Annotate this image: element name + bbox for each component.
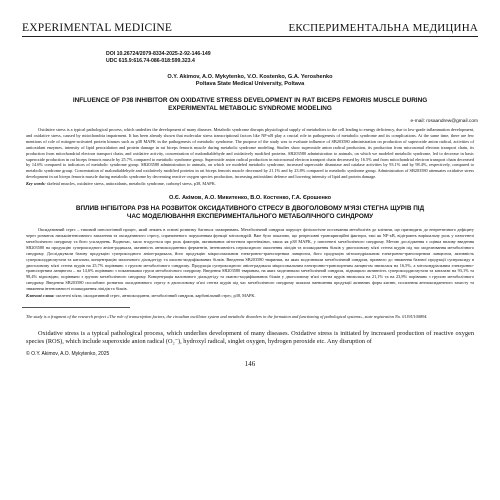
- affiliation-en: Poltava State Medical University, Poltava: [195, 81, 305, 87]
- header-left: EXPERIMENTAL MEDICINE: [22, 22, 173, 34]
- abstract-en: [26, 127, 474, 180]
- article-title-ua: ВПЛИВ ІНГІБІТОРА P38 НА РОЗВИТОК ОКСИДАТИВНОГО СТРЕСУ В ДВОГОЛОВОМУ М'ЯЗІ СТЕГНА ЩУРІВ ПІД ЧАС МОДЕЛЮВАННЯ ЕКСПЕРИМЕНТАЛЬНОГО МЕТАБОЛІЧНОГО СИНДРОМУ: [75, 205, 425, 221]
- abstract-en-text: Oxidative stress is a typical pathological process, which underlies the development of many diseases. Metabolic syndrome disrupts physiological supply of metabolites to the cell leading to energy deficiency, due to low-grade inflammation development, and oxidative stress, caused by mitochondria impairment. It has been already shown that molecular stress transcriptional factors like NF-κB play a crucial role in pathogenesis of metabolic syndrome and its complications. At the same time, there are few mentions of role of mitogen-activated protein kinases such as p38 MAPK in the pathogenesis of metabolic syndrome. The purpose of the study was to evaluate influence of SB203580 administration on production of superoxide anion radical, activities of antioxidant enzymes, intensity of lipid peroxidation and protein damage in rat biceps femoris muscle during metabolic syndrome modeling. Studies show superoxide anion radical production, its production from microsomal electron transport chain, its production from mitochondrial electron transport chain, and oxidative activity, concentration of malondialdehyde and oxidatively modified proteins. SB203580 administration to animals, on which we modeled metabolic syndrome, led to decrease in basic superoxide production in rat biceps femoris muscle by 25.7% compared to metabolic syndrome group. Superoxide anion radical production in microsomal electron transport chain decreased by 16.5% and from mitochondrial electron transport chain decreased by 14.6% compared to indicators of metabolic syndrome group. SB203580 administration to animals, on which we modeled metabolic syndrome, increased superoxide dismutase and catalase activities by 93.1% and by 98.4%, respectively, compared to metabolic syndrome group. Concentration of malondialdehyde and oxidatively modified proteins in rat biceps femoris muscle decreased by 21.1% and by 23.8% compared to metabolic syndrome group. Administration of SB203580 attenuates oxidative stress development in rat biceps femoris muscle during metabolic syndrome by decreasing reactive oxygen species production, increasing antioxidant defence and lowering intensity of lipid and protein damage.: [26, 127, 474, 180]
- header-right: ЕКСПЕРИМЕНТАЛЬНА МЕДИЦИНА: [288, 22, 478, 34]
- footnote: The study is a fragment of the research project «The role of transcription factors, the circadian oscillator system and metabolic disorders in the formation and functioning of pathological systems», state registration No. 0119U100894.: [26, 313, 428, 319]
- article-title-en: INFLUENCE OF P38 INHIBITOR ON OXIDATIVE STRESS DEVELOPMENT IN RAT BICEPS FEMORIS MUSCLE DURING EXPERIMENTAL METABOLIC SYNDROME MODELING: [72, 97, 428, 112]
- keywords-en-text: skeletal muscles, oxidative stress, antioxidants, metabolic syndrome, carbonyl stress, p38, MAPK.: [45, 181, 216, 187]
- contact-email: e-mail: rosaandrew@gmail.com: [410, 119, 478, 124]
- keywords-ua-text: скелетні м'язи, оксидативний стрес, антиоксиданти, метаболічний синдром, карбонільний стрес, p38, MAPK.: [54, 293, 256, 299]
- authors-en: O.Y. Akimov, A.O. Mykytenko, V.O. Kostenko, G.A. Yeroshenko: [167, 74, 333, 80]
- body-paragraph: Oxidative stress is a typical pathological process, which underlies development of many diseases. Oxidative stress is initiated by increased production of reactive oxygen species (ROS), which include superoxide anion radical (O₂⁻), hydroxyl radical, singlet oxygen, hydrogen peroxide etc. Any disruption of: [26, 329, 474, 346]
- keywords-en: [26, 181, 474, 187]
- doi: DOI 10.26724/2079-8334-2025-2-92-146-149: [106, 51, 211, 57]
- authors-en-block: [22, 74, 478, 88]
- keywords-ua: [26, 293, 474, 299]
- keywords-en-label: Key words:: [26, 181, 46, 187]
- page-number: 146: [244, 360, 256, 369]
- udc: UDC 615.9:616.74-086-018:599.323.4: [106, 58, 195, 64]
- authors-ua: О.Є. Акімов, А.О. Микитенко, В.О. Костенко, Г.А. Єрошенко: [169, 195, 331, 202]
- keywords-ua-label: Ключові слова:: [26, 293, 55, 299]
- copyright: © O.Y. Akimov, A.O. Mykytenko, 2025: [26, 351, 110, 358]
- article-meta: [106, 51, 478, 65]
- journal-page: [22, 22, 478, 368]
- body-text: [26, 330, 474, 347]
- abstract-ua-text: Оксидативний стрес – типовий патологічний процес, який лежить в основі розвитку багатьох захворювань. Метаболічний синдром порушує фізіологічне постачання метаболітів до клітини, що призводить до енергетичного дефіциту через розвиток низькоінтенсивного запалення та оксидативного стресу, спричиненого порушенням функції мітохондрій. Вже було показано, що репресивні транскрипційні фактори, такі як NF-κB, відіграють вирішальну роль у патогенезі метаболічного синдрому та його ускладнень. Водночас, мало згадується про роль факторів, активованих мітогеном протеїнкіназ, таких як p38 MAPK, у патогенезі метаболічного синдрому. Метою дослідження є оцінка впливу введення SB203580 на продукцію супероксидного аніон-радикала, активність антиоксидантних ферментів, інтенсивність пероксидного окиснення ліпідів та пошкодження білків у двоголовому м'язі стегна щурів під час моделювання метаболічного синдрому. Досліджували базову продукцію супероксидного аніон-радикала, його продукцію мікросомальним електронно-транспортним ланцюгом, його продукцію мітохондріальним електронно-транспортним ланцюгом, активність супероксиддисмутази та каталази, концентрацію малонового діальдегіду та окисно-модифікованих білків. Введення SB203580 тваринам, на яких моделювали метаболічний синдром, призвело до зниження базової продукції супероксиду в двоголовому м'язі стегна щурів на 25,7% порівняно з групою метаболічного синдрому. Продукція супероксидного аніон-радикала мікросомальним електронно-транспортним ланцюгом знизилася на 16,5%, а мітохондріальним електронно-транспортним ланцюгом – на 14,6% порівняно з показниками групи метаболічного синдрому. Введення SB203580 тваринам, на яких моделювали метаболічний синдром, підвищило активність супероксиддисмутази та каталази на 93,1% та 98,4% відповідно, порівняно з групою метаболічного синдрому. Концентрація малонового діальдегіду та окисно-модифікованих білків у двоголовому м'язі стегна щурів знизилася на 21,1% та на 23,8% порівняно з групою метаболічного синдрому. Введення SB203580 послаблює розвиток оксидативного стресу в двоголовому м'язі стегна щурів під час метаболічного синдрому шляхом зменшення продукції активних форм кисню, посилення антиоксидантного захисту та зниження інтенсивності пошкодження ліпідів та білків.: [26, 227, 474, 292]
- running-header: [22, 22, 478, 37]
- footnote-divider: [22, 307, 130, 308]
- abstract-ua: [26, 227, 474, 292]
